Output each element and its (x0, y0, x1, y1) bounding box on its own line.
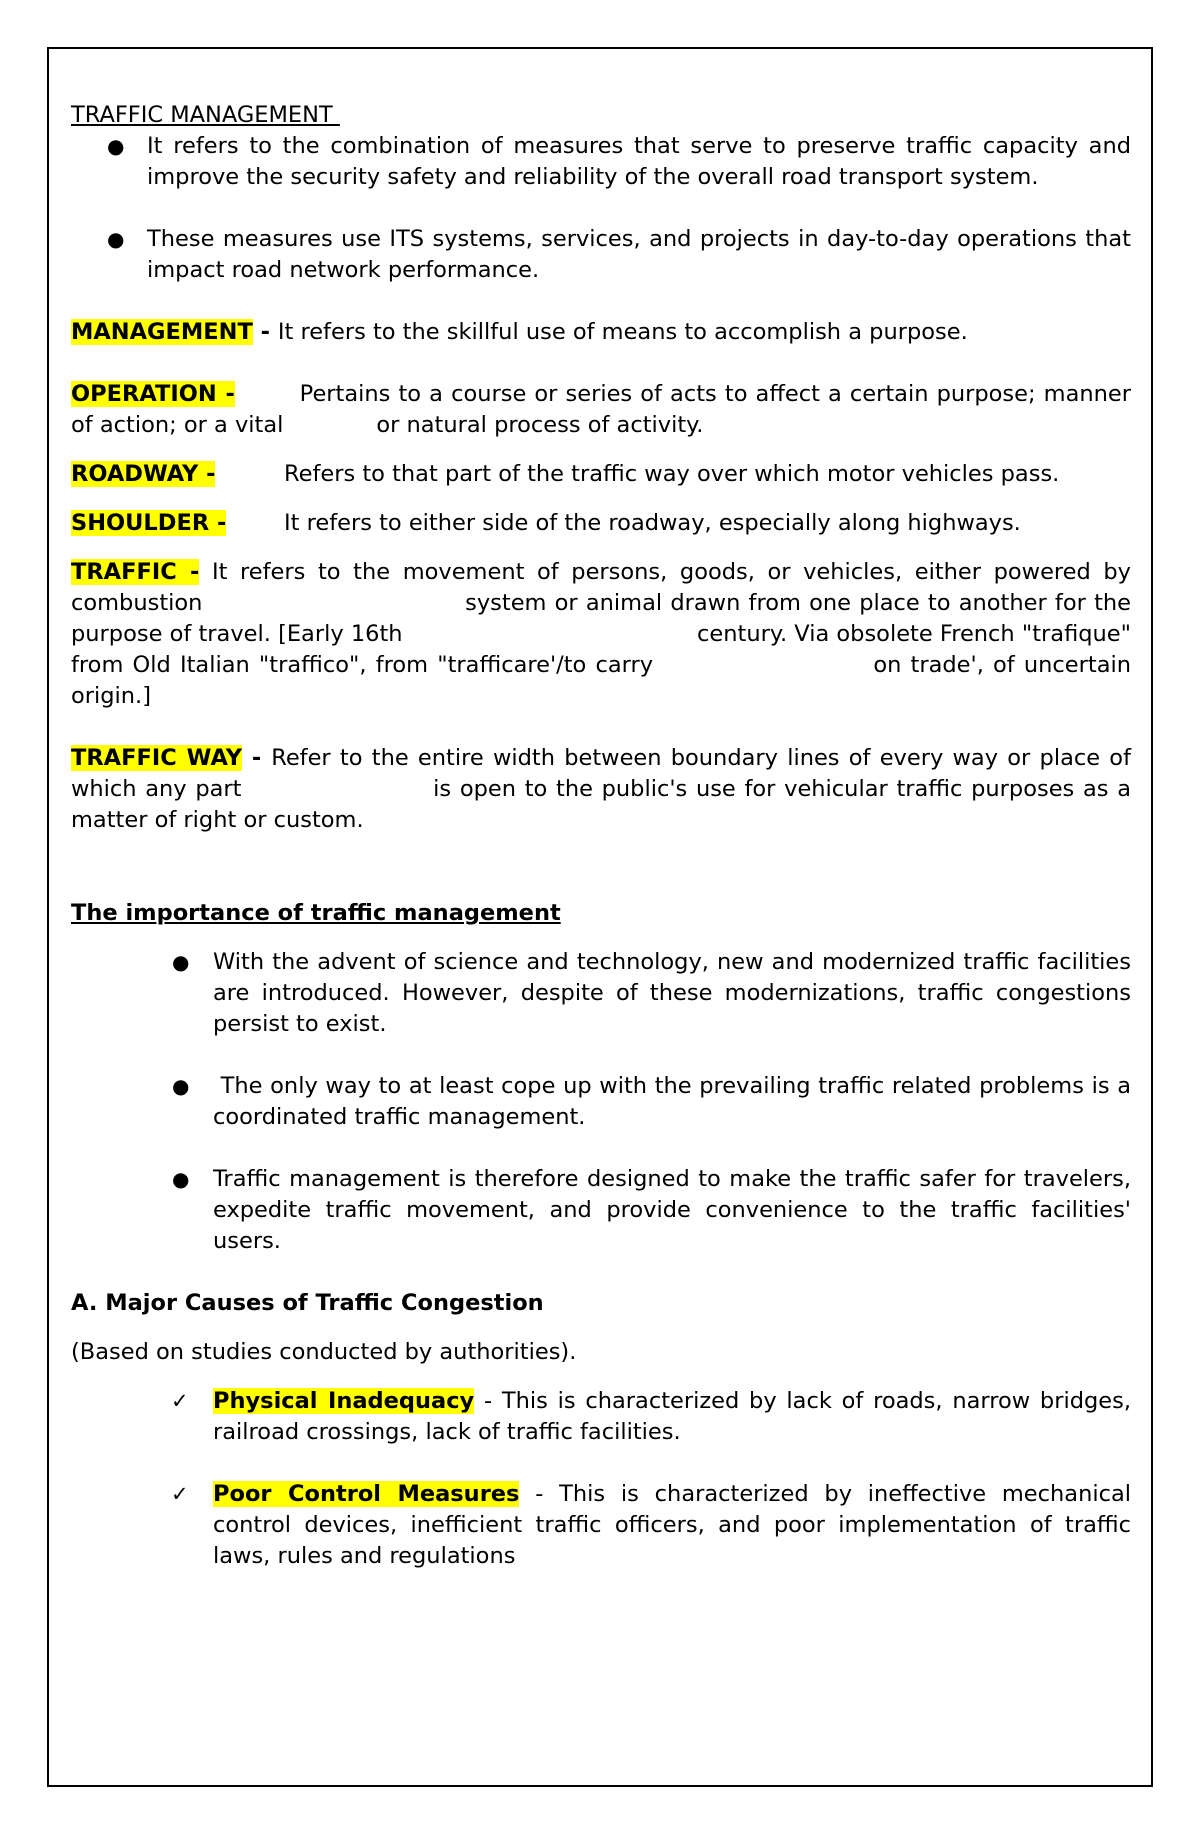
definition-text: It refers to the movement of persons, goods, or vehicles, either powered by combustion system or animal drawn from one place to another for the purpose of travel. [Early 16th century. Via obsolete French "trafique" from Old Italian "traffico", from "trafficare'/to carry on trade', of uncertain origin.] (71, 559, 1131, 709)
section-heading-importance: The importance of traffic management (71, 900, 561, 926)
term-shoulder: SHOULDER - (71, 510, 227, 536)
cause-term: Physical Inadequacy (213, 1388, 475, 1414)
list-item-text: Traffic management is therefore designed to make the traffic safer for travelers, expedite traffic movement, and provide convenience to the traffic facilities' users. (213, 1166, 1131, 1254)
bullet-icon: ● (172, 1167, 190, 1191)
checkmark-icon: ✓ (171, 1389, 189, 1413)
term-traffic: TRAFFIC - (71, 559, 200, 585)
list-item (71, 131, 1131, 193)
term-roadway: ROADWAY - (71, 461, 216, 487)
list-item (71, 1479, 1131, 1572)
list-item (71, 1386, 1131, 1448)
definition-management (71, 317, 1131, 348)
list-item-text: With the advent of science and technology, new and modernized traffic facilities are introduced. However, despite of these modernizations, traffic congestions persist to exist. (213, 949, 1131, 1037)
definition-shoulder (71, 508, 1131, 539)
list-item (71, 1071, 1131, 1133)
definition-text: Pertains to a course or series of acts to affect a certain purpose; manner of action; or a vital or natural process of activity. (71, 381, 1131, 438)
list-item-text: These measures use ITS systems, services, and projects in day-to-day operations that impact road network performance. (147, 226, 1131, 283)
term-operation: OPERATION - (71, 381, 235, 407)
definition-text: It refers to the skillful use of means to accomplish a purpose. (277, 319, 968, 345)
definition-text: Refer to the entire width between boundary lines of every way or place of which any part is open to the public's use for vehicular traffic purposes as a matter of right or custom. (71, 745, 1131, 833)
list-item (71, 947, 1131, 1040)
document-body (71, 100, 1131, 1572)
definition-traffic (71, 557, 1131, 712)
bullet-icon: ● (172, 950, 190, 974)
term-traffic-way: TRAFFIC WAY (71, 745, 242, 771)
checkmark-icon: ✓ (171, 1482, 189, 1506)
term-management: MANAGEMENT (71, 319, 253, 345)
bullet-icon: ● (107, 227, 125, 251)
list-item (71, 224, 1131, 286)
bullet-icon: ● (172, 1074, 190, 1098)
list-item-text: The only way to at least cope up with the prevailing traffic related problems is a coordinated traffic management. (213, 1073, 1131, 1130)
cause-text: - This is characterized by ineffective mechanical control devices, inefficient traffic officers, and poor implementation of traffic laws, rules and regulations (213, 1481, 1131, 1569)
importance-list (71, 947, 1131, 1257)
list-item (71, 1164, 1131, 1257)
cause-term: Poor Control Measures (213, 1481, 520, 1507)
bullet-icon: ● (107, 134, 125, 158)
term-separator: - (242, 745, 272, 771)
definition-roadway (71, 459, 1131, 490)
definition-traffic-way (71, 743, 1131, 836)
causes-note: (Based on studies conducted by authorities). (71, 1339, 577, 1365)
cause-text: - This is characterized by lack of roads, narrow bridges, railroad crossings, lack of traffic facilities. (213, 1388, 1131, 1445)
section-heading-causes: A. Major Causes of Traffic Congestion (71, 1290, 544, 1316)
definition-text: Refers to that part of the traffic way over which motor vehicles pass. (284, 461, 1060, 487)
definition-text: It refers to either side of the roadway, especially along highways. (284, 510, 1021, 536)
intro-list (71, 131, 1131, 286)
definition-operation (71, 379, 1131, 441)
list-item-text: It refers to the combination of measures that serve to preserve traffic capacity and improve the security safety and reliability of the overall road transport system. (147, 133, 1131, 190)
doc-title: TRAFFIC MANAGEMENT (71, 102, 340, 128)
causes-list (71, 1386, 1131, 1572)
term-separator: - (252, 319, 278, 345)
